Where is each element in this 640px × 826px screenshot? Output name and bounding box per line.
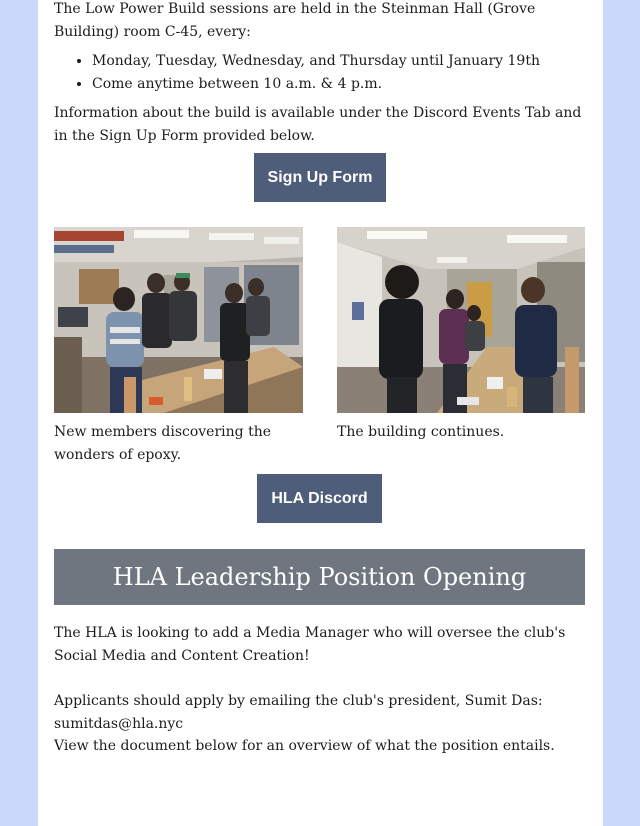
media-manager-paragraph: The HLA is looking to add a Media Manager who will oversee the club's Social Media and Content Creation! — [54, 625, 566, 664]
photo-caption-epoxy: New members discovering the wonders of epoxy. — [54, 424, 271, 463]
schedule-item-hours: • Come anytime between 10 a.m. & 4 p.m. — [92, 73, 586, 96]
workshop-photo-building-image — [337, 227, 585, 413]
apply-paragraph: Applicants should apply by emailing the club's president, Sumit Das: sumitdas@hla.nyc — [54, 693, 543, 732]
hla-discord-button[interactable]: HLA Discord — [257, 474, 382, 523]
schedule-item-days: • Monday, Tuesday, Wednesday, and Thursday until January 19th — [92, 50, 586, 73]
schedule-list — [54, 50, 586, 96]
photo-caption-building: The building continues. — [337, 424, 505, 440]
workshop-photo-building — [337, 227, 585, 413]
leadership-heading: HLA Leadership Position Opening — [112, 563, 527, 591]
leadership-banner — [54, 549, 585, 605]
sign-up-form-button[interactable]: Sign Up Form — [254, 153, 386, 202]
workshop-photo-epoxy-image — [54, 227, 303, 413]
document-paragraph: View the document below for an overview of what the position entails. — [54, 738, 555, 754]
newsletter-page — [38, 0, 603, 826]
workshop-photo-epoxy — [54, 227, 303, 413]
intro-paragraph: The Low Power Build sessions are held in the Steinman Hall (Grove Building) room C-45, every: — [54, 1, 536, 40]
info-paragraph: Information about the build is available under the Discord Events Tab and in the Sign Up Form provided below. — [54, 105, 582, 144]
